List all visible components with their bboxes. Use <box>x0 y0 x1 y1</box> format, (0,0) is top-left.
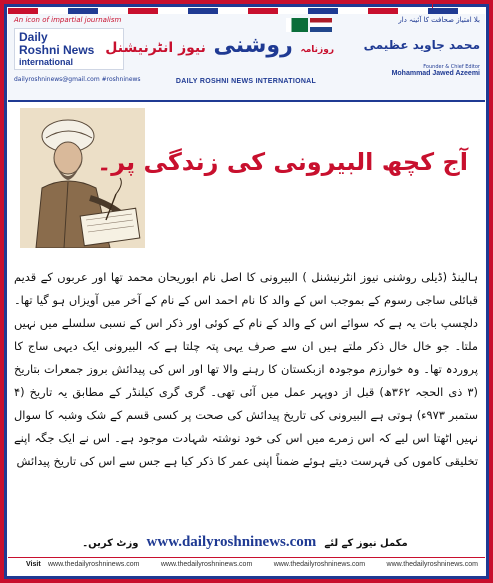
logo-line-3: international <box>19 57 74 67</box>
logo-line-1: Daily <box>19 30 48 44</box>
urdu-logo-main: روشنی <box>213 33 293 58</box>
footer-links <box>48 561 478 568</box>
article-body: ہالینڈ (ڈیلی روشنی نیوز انٹرنیشنل ) البیرونی کا اصل نام ابوریحان محمد تھا اور عربوں کے قدیم قبائلی ساجی رسوم کے بموجب اس کے والد کا نام احمد اس کے نام کے آخر میں آویزاں ہو گیا تھا۔ دلچسپ بات یہ ہے کہ سوائے اس کے والد کے نام کے کوئی اور ذکر اس کے نسبی سلسلے میں نہیں ملتا۔ جو خال خال ذکر ملتے ہیں ان سے صرف یہی پتہ چلتا ہے کہ البیرونی ایک دیہی ساج کا پروردہ تھا۔ وہ خوارزم موجودہ ازبکستان کا رہنے والا تھا اور اس کی پیدائش بروز جمعرات بتاریخ (۳ ذی الحجہ ۳۶۲ھ) قبل از دوپہر عمل میں آئی تھی۔ گری گری کیلنڈر کے مطابق یہ تاریخ (۴ ستمبر ۹۷۳ء) ہوتی ہے البیرونی کی تاریخ پیدائش کی صحت پر کسی قسم کے شک وشبہ کا سوال نہیں اٹھتا اس لیے کہ اس زمرے میں اس کی خود نوشتہ شہادت موجود ہے۔ اس نے ایک جگہ اپنے تخلیقی کاموں کی فہرست دیتے ہوئے ضمناً اپنی عمر کا ذکر کیا ہے جس سے اس کی تاریخ پیدائش <box>14 270 478 468</box>
urdu-tagline: بلا امتیاز صحافت کا آئینہ دار <box>398 16 480 24</box>
english-subtitle: DAILY ROSHNI NEWS INTERNATIONAL <box>175 78 317 85</box>
motto: An icon of impartial journalism <box>14 16 122 24</box>
urdu-logo-accent: نیوز انٹرنیشنل <box>105 40 206 56</box>
footer-strip <box>8 557 485 576</box>
masthead-center <box>105 18 334 94</box>
editor-role: Founder & Chief Editor <box>423 64 480 70</box>
article-headline: آج کچھ البیرونی کی زندگی پر۔ <box>97 148 468 176</box>
netherlands-flag-icon <box>310 18 332 32</box>
cta-suffix: وزٹ کریں۔ <box>82 538 139 549</box>
website-link[interactable]: www.dailyroshninews.com <box>146 534 317 550</box>
editor-name-urdu: محمد جاوید عظیمی <box>363 38 480 52</box>
flag-stripe <box>8 8 485 14</box>
masthead-right <box>363 16 480 96</box>
editor-name-english: Mohammad Jawed Azeemi <box>391 70 480 77</box>
pakistan-flag-icon <box>286 18 308 32</box>
footer-visit-label: Visit <box>26 561 41 568</box>
website-cta <box>30 531 460 553</box>
urdu-logo-small: روزنامہ <box>300 45 334 55</box>
urdu-logo <box>105 32 334 64</box>
footer-link[interactable]: www.thedailyroshninews.com <box>48 561 140 568</box>
contact-email: dailyroshninews@gmail.com #roshninews <box>14 76 141 83</box>
scholar-portrait-image <box>20 108 145 248</box>
footer-link[interactable]: www.thedailyroshninews.com <box>273 561 366 568</box>
cta-prefix: مکمل نیوز کے لئے <box>324 538 408 549</box>
logo-line-2: Roshni News <box>19 43 95 57</box>
masthead <box>8 8 485 102</box>
footer-link[interactable]: www.thedailyroshninews.com <box>386 561 478 568</box>
footer-link[interactable]: www.thedailyroshninews.com <box>160 561 253 568</box>
